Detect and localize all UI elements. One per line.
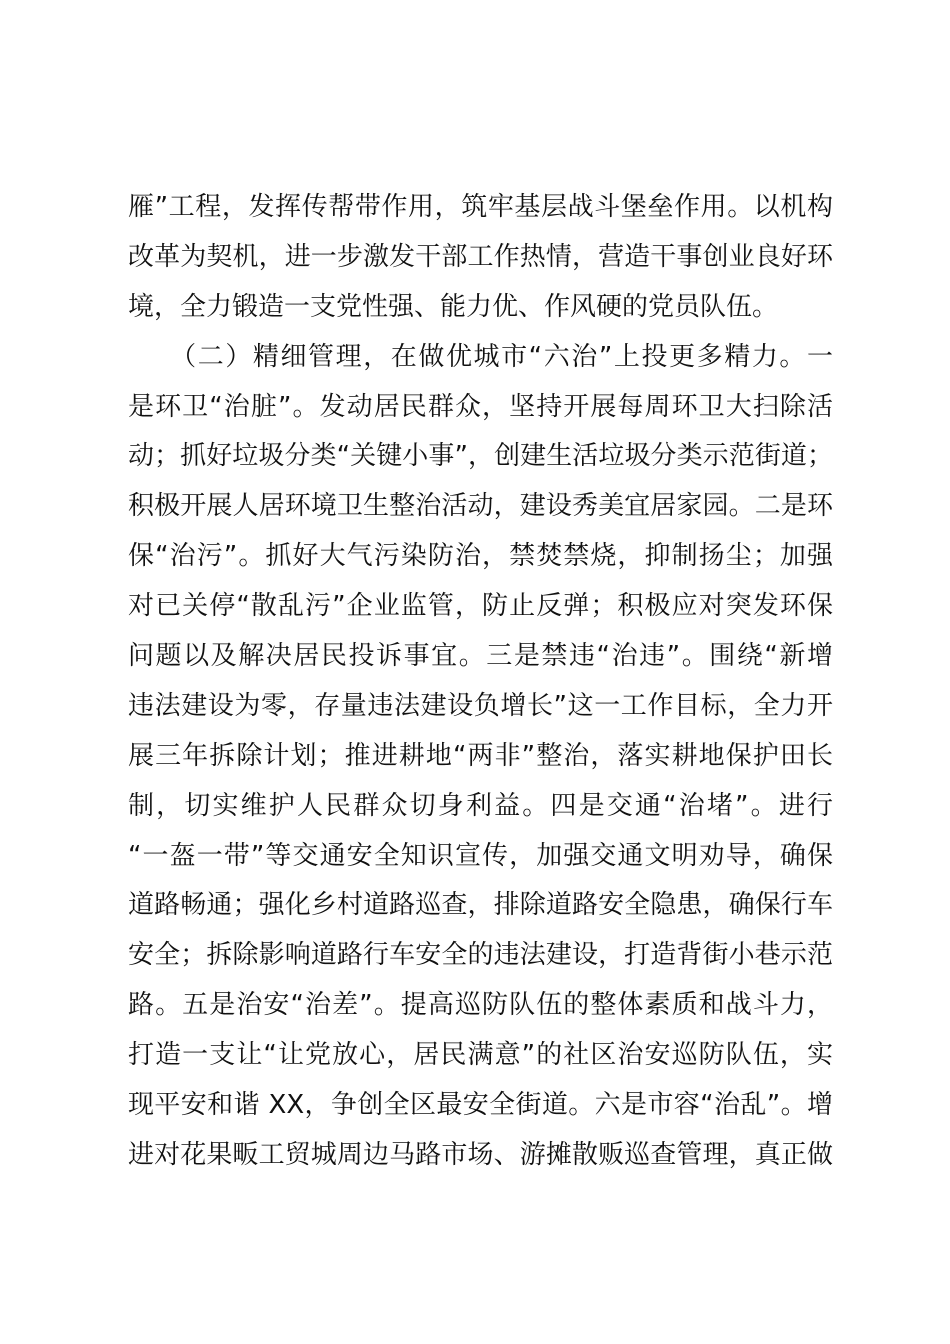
text-line-5: 是环卫“治脏”。发动居民群众，坚持开展每周环卫大扫除活 (128, 391, 833, 422)
text-line-20: 进对花果畈工贸城周边马路市场、游摊散贩巡查管理，真正做 (128, 1139, 833, 1170)
text-line-8: 保“治污”。抓好大气污染防治，禁焚禁烧，抑制扬尘；加强 (128, 541, 833, 572)
text-line-14: “一盔一带”等交通安全知识宣传，加强交通文明劝导，确保 (128, 840, 833, 871)
text-line-3: 境，全力锻造一支党性强、能力优、作风硬的党员队伍。 (128, 291, 779, 322)
body-text (128, 183, 833, 1181)
text-line-16: 安全；拆除影响道路行车安全的违法建设，打造背街小巷示范 (128, 940, 833, 971)
text-line-2: 改革为契机，进一步激发干部工作热情，营造干事创业良好环 (128, 241, 833, 272)
text-line-18: 打造一支让“让党放心，居民满意”的社区治安巡防队伍，实 (128, 1040, 833, 1071)
text-line-1: 雁”工程，发挥传帮带作用，筑牢基层战斗堡垒作用。以机构 (128, 192, 833, 222)
text-line-19: 现平安和谐 XX，争创全区最安全街道。六是市容“治乱”。增 (128, 1090, 833, 1121)
text-line-15: 道路畅通；强化乡村道路巡查，排除道路安全隐患，确保行车 (128, 890, 833, 921)
text-line-7: 积极开展人居环境卫生整治活动，建设秀美宜居家园。二是环 (128, 491, 833, 522)
text-line-11: 违法建设为零，存量违法建设负增长”这一工作目标，全力开 (128, 690, 833, 721)
text-line-13: 制，切实维护人民群众切身利益。四是交通“治堵”。进行 (128, 790, 833, 821)
text-line-12: 展三年拆除计划；推进耕地“两非”整治，落实耕地保护田长 (128, 740, 833, 771)
text-line-10: 问题以及解决居民投诉事宜。三是禁违“治违”。围绕“新增 (128, 641, 833, 672)
text-line-9: 对已关停“散乱污”企业监管，防止反弹；积极应对突发环保 (128, 591, 833, 622)
text-line-4: （二）精细管理，在做优城市“六治”上投更多精力。一 (128, 341, 833, 372)
text-line-17: 路。五是治安“治差”。提高巡防队伍的整体素质和战斗力， (128, 990, 833, 1021)
text-line-6: 动；抓好垃圾分类“关键小事”，创建生活垃圾分类示范街道； (128, 441, 833, 472)
